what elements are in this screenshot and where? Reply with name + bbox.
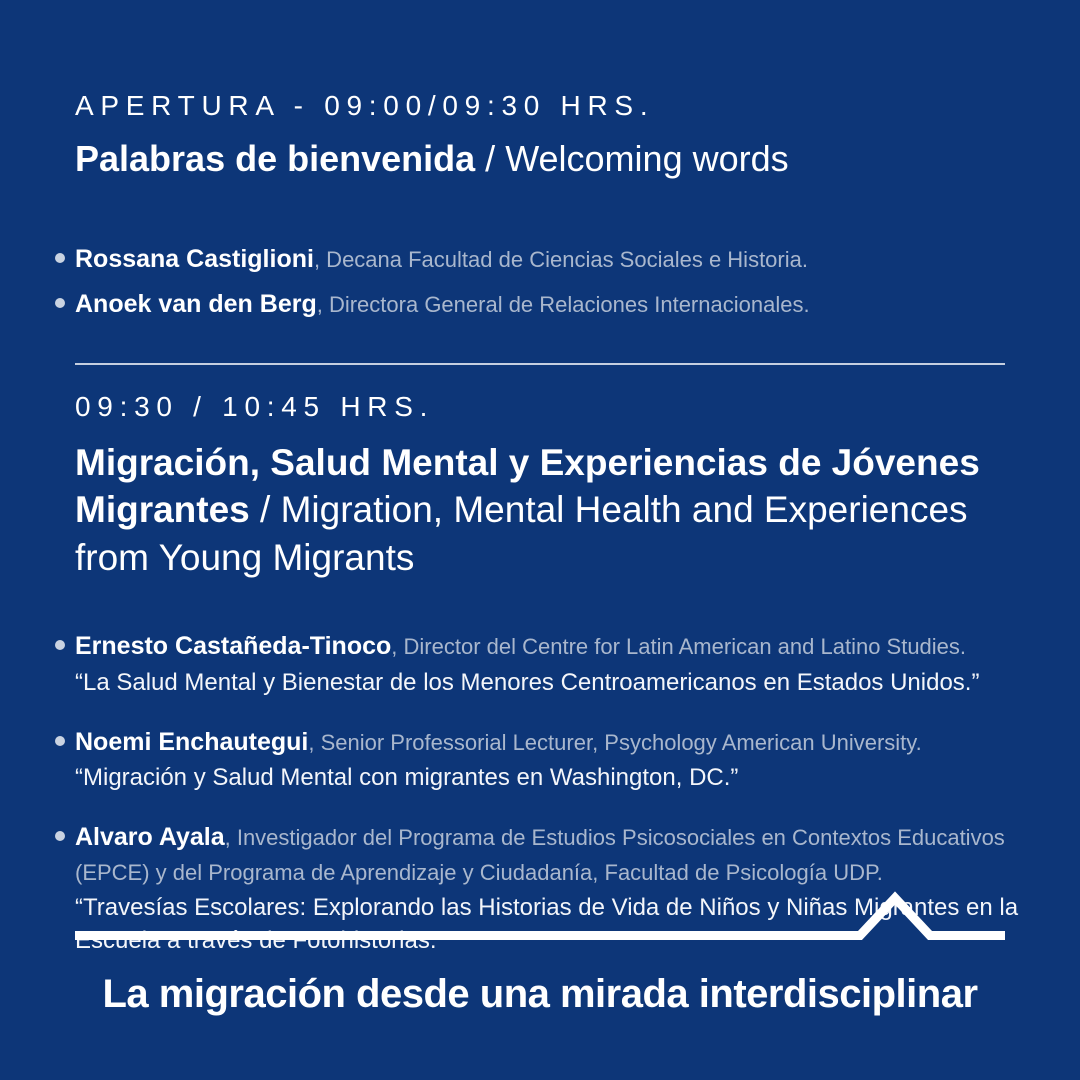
session-title-en: Migration, Mental Health and Experiences from Young Migrants — [75, 489, 968, 578]
session-apertura — [75, 90, 1020, 365]
speaker-item — [75, 287, 1020, 322]
program-content — [75, 0, 1020, 984]
speaker-talk-title: “Migración y Salud Mental con migrantes en Washington, DC.” — [75, 764, 739, 792]
speaker-item — [75, 725, 1020, 795]
session-title — [75, 439, 1010, 581]
session-title — [75, 136, 1015, 182]
bullet-icon — [55, 640, 65, 650]
session-title-en: Welcoming words — [505, 138, 789, 179]
session-time-label: APERTURA - 09:00/09:30 HRS. — [75, 90, 655, 121]
speaker-role: , Directora General de Relaciones Internacionales. — [316, 291, 810, 317]
footer — [75, 888, 1005, 1017]
session-title-separator: / — [475, 138, 506, 179]
speaker-role: , Investigador del Programa de Estudios Psicosociales en Contextos Educativos (EPCE) y del Programa de Aprendizaje y Ciudadanía, Facultad de Psicología UDP. — [75, 825, 1005, 885]
bullet-icon — [55, 831, 65, 841]
mountain-peak-line-icon — [75, 888, 1005, 948]
session-title-es: Palabras de bienvenida — [75, 138, 476, 179]
session-title-es: Migración, Salud Mental y Experiencias de Jóvenes Migrantes — [75, 442, 980, 531]
session-migracion-salud-mental — [75, 391, 1020, 958]
speaker-name: Noemi Enchautegui — [75, 727, 309, 756]
speaker-item — [75, 629, 1020, 699]
speaker-role: , Senior Professorial Lecturer, Psychology American University. — [308, 729, 922, 755]
session-time-label: 09:30 / 10:45 HRS. — [75, 391, 435, 423]
speaker-name: Ernesto Castañeda-Tinoco — [75, 632, 392, 661]
speaker-role: , Decana Facultad de Ciencias Sociales e Historia. — [313, 247, 808, 273]
bullet-icon — [55, 253, 65, 263]
speaker-name: Alvaro Ayala — [75, 823, 225, 852]
bullet-icon — [55, 736, 65, 746]
session-title-separator: / — [249, 489, 281, 531]
event-tagline: La migración desde una mirada interdisciplinar — [102, 972, 978, 1016]
section-divider — [75, 363, 1005, 365]
speaker-talk-title: “Travesías Escolares: Explorando las Historias de Vida de Niños y Niñas Migrantes en la Escuela a través de Fotohistorias.” — [75, 894, 1019, 955]
bullet-icon — [55, 298, 65, 308]
speaker-list — [75, 242, 1020, 321]
speaker-role: , Director del Centre for Latin American and Latino Studies. — [391, 634, 967, 660]
speaker-name: Rossana Castiglioni — [75, 245, 314, 274]
speaker-item — [75, 242, 1020, 277]
speaker-name: Anoek van den Berg — [75, 289, 317, 318]
speaker-talk-title: “La Salud Mental y Bienestar de los Menores Centroamericanos en Estados Unidos.” — [75, 668, 980, 696]
